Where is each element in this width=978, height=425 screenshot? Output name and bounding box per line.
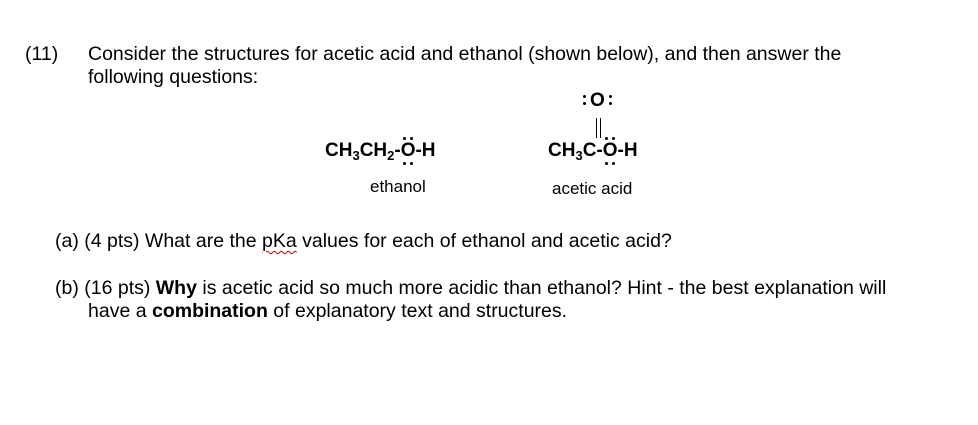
question-text-line2: following questions: — [88, 66, 259, 88]
ethanol-oh-h: -H — [415, 140, 436, 161]
part-b-prefix: (b) (16 pts) — [55, 277, 156, 299]
combination-emphasis: combination — [151, 300, 268, 322]
carbonyl-oxygen-label: O — [590, 90, 605, 111]
acetic-carbonyl-c: C — [582, 140, 597, 161]
lone-pair-dot — [583, 95, 586, 98]
part-b-line2-suffix: of explanatory text and structures. — [267, 300, 568, 322]
acetic-oh-h: -H — [617, 140, 638, 161]
ethanol-ch3-c: CH — [325, 140, 353, 161]
acetic-carbonyl-oxygen — [590, 90, 605, 112]
ethanol-caption: ethanol — [370, 177, 426, 196]
acetic-oxygen-label: O — [602, 140, 618, 161]
acetic-acid-structure — [548, 140, 638, 162]
acetic-bond: - — [596, 140, 603, 161]
lone-pair-dot — [605, 162, 608, 165]
lone-pair-dot — [410, 162, 413, 165]
part-b-middle: is acetic acid so much more acidic than ethanol? Hint - the best explanation will — [196, 277, 887, 299]
part-a-suffix: values for each of ethanol and acetic acid? — [296, 230, 672, 252]
ethanol-oxygen — [401, 140, 416, 162]
ethanol-oxygen-label: O — [400, 140, 416, 161]
carbonyl-oxygen-group — [590, 90, 605, 112]
double-bond-line — [600, 118, 601, 138]
lone-pair-dot — [403, 162, 406, 165]
acetic-acid-caption: acetic acid — [552, 179, 633, 198]
part-b-question-line2 — [88, 300, 567, 322]
question-number: (11) — [25, 43, 59, 65]
lone-pair-dot — [609, 95, 612, 98]
lone-pair-dot — [609, 102, 612, 105]
why-emphasis: Why — [155, 277, 197, 299]
ethanol-structure — [325, 140, 436, 162]
double-bond-line — [596, 118, 597, 138]
part-b-line2-prefix: have a — [88, 300, 152, 322]
acetic-hydroxyl-oxygen — [603, 140, 618, 162]
part-a-question — [55, 230, 672, 252]
lone-pair-dot — [583, 102, 586, 105]
lone-pair-dot — [612, 162, 615, 165]
part-b-question-line1 — [55, 277, 886, 299]
question-text-line1: Consider the structures for acetic acid and ethanol (shown below), and then answer the — [88, 43, 842, 65]
ethanol-sub3: 3 — [352, 148, 360, 163]
ethanol-sub2: 2 — [387, 148, 395, 163]
pka-term: pKa — [262, 230, 297, 252]
ethanol-ch2-c: CH — [359, 140, 388, 161]
acetic-sub3: 3 — [575, 148, 583, 163]
acetic-ch3-c: CH — [548, 140, 576, 161]
part-a-prefix: (a) (4 pts) What are the — [55, 230, 262, 252]
ethanol-bond: - — [394, 140, 401, 161]
